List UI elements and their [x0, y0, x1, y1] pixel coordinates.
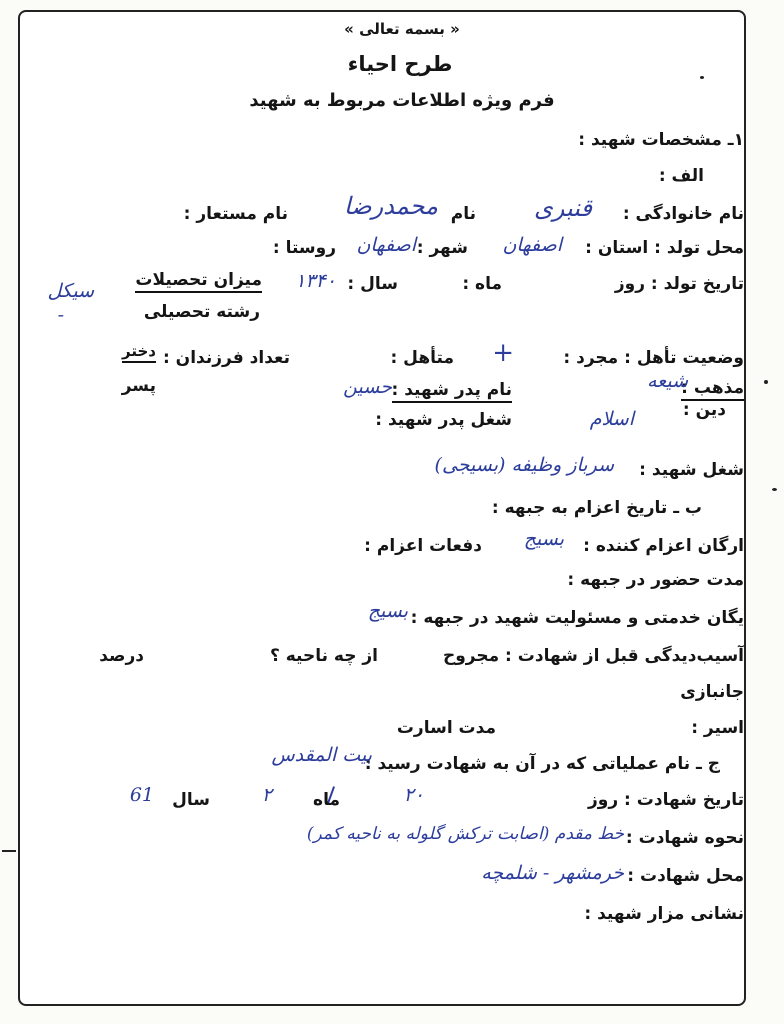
father-name-value: حسین	[343, 376, 392, 398]
unit-label: یگان خدمتی و مسئولیت شهید در جبهه :	[410, 608, 744, 628]
single-mark: +	[492, 338, 514, 368]
field-of-study-value: -	[57, 304, 64, 326]
martyr-date-label: تاریخ شهادت : روز	[587, 790, 744, 810]
scan-speck	[2, 850, 16, 852]
father-job-label: شغل پدر شهید :	[375, 410, 512, 430]
project-title: طرح احیاء	[347, 52, 453, 76]
occupation-label: شغل شهید :	[639, 460, 744, 480]
sect-label: مذهب :	[681, 380, 744, 401]
education-level-value: سیکل	[47, 280, 94, 302]
birth-year-value: ۱۳۴۰	[295, 270, 336, 292]
name-value: محمدرضا	[343, 192, 438, 220]
martyr-year-value: 61	[129, 784, 154, 806]
education-level-label: میزان تحصیلات	[135, 272, 262, 293]
village-label: روستا :	[272, 238, 336, 258]
martyr-month-label: ماه	[313, 790, 340, 810]
sect-value: شیعه	[646, 370, 688, 392]
birth-year-label: سال :	[347, 274, 398, 294]
occupation-value: سرباز وظیفه (بسیجی)	[434, 454, 614, 476]
surname-value: قنبری	[534, 194, 592, 222]
dispatch-count-label: دفعات اعزام :	[364, 536, 482, 556]
place-label: محل شهادت :	[627, 866, 744, 886]
manner-value: خط مقدم (اصابت ترکش گلوله به ناحیه کمر)	[306, 824, 624, 844]
form-title: فرم ویژه اطلاعات مربوط به شهید	[249, 90, 555, 111]
birthdate-label: تاریخ تولد : روز	[614, 274, 744, 294]
city-value: اصفهان	[356, 234, 416, 256]
section-b-title: ب ـ تاریخ اعزام به جبهه :	[491, 498, 702, 518]
name-label: نام	[450, 204, 476, 224]
grave-label: نشانی مزار شهید :	[584, 904, 744, 924]
children-label: تعداد فرزندان :	[162, 348, 290, 368]
section1-title: ۱ـ مشخصات شهید :	[578, 130, 744, 150]
surname-label: نام خانوادگی :	[622, 204, 744, 224]
scan-speck	[700, 76, 704, 79]
front-duration-label: مدت حضور در جبهه :	[567, 570, 744, 590]
captivity-duration-label: مدت اسارت	[396, 718, 496, 738]
field-of-study-label: رشته تحصیلی	[143, 302, 260, 322]
injury-label: آسیب‌دیدگی قبل از شهادت : مجروح	[442, 646, 744, 666]
son-label: پسر	[121, 376, 156, 396]
religion-value: اسلام	[589, 408, 634, 430]
martyr-month-value: ۲	[261, 784, 272, 806]
captive-label: اسیر :	[691, 718, 744, 738]
manner-label: نحوه شهادت :	[625, 828, 744, 848]
injury-area-label: از چه ناحیه ؟	[269, 646, 378, 666]
married-label: متأهل :	[390, 348, 454, 368]
birth-month-label: ماه :	[462, 274, 502, 294]
birthplace-label: محل تولد : استان :	[585, 238, 744, 258]
dispatch-org-value: بسیج	[523, 528, 564, 550]
daughter-label: دختر	[122, 344, 156, 363]
city-label: شهر :	[416, 238, 468, 258]
dispatch-org-label: ارگان اعزام کننده :	[583, 536, 744, 556]
operation-value: بیت المقدس	[271, 744, 372, 766]
martyr-day-value: ۲۰	[403, 784, 424, 806]
percent-label: درصد	[99, 646, 144, 666]
place-value: خرمشهر - شلمچه	[481, 862, 624, 884]
scan-speck	[764, 380, 768, 384]
martyr-year-label: سال	[172, 790, 210, 810]
marital-label: وضعیت تأهل : مجرد :	[563, 348, 744, 368]
religion-label: دین :	[682, 400, 726, 420]
father-name-label: نام پدر شهید :	[392, 382, 512, 403]
invocation: « بسمه تعالی »	[344, 20, 460, 38]
scan-speck	[772, 488, 777, 491]
veteran-label: جانبازی	[680, 682, 744, 702]
alef-label: الف :	[658, 166, 704, 186]
province-value: اصفهان	[502, 234, 562, 256]
operation-label: ج ـ نام عملیاتی که در آن به شهادت رسید :	[364, 754, 720, 774]
unit-value: بسیج	[367, 600, 408, 622]
alias-label: نام مستعار :	[183, 204, 288, 224]
